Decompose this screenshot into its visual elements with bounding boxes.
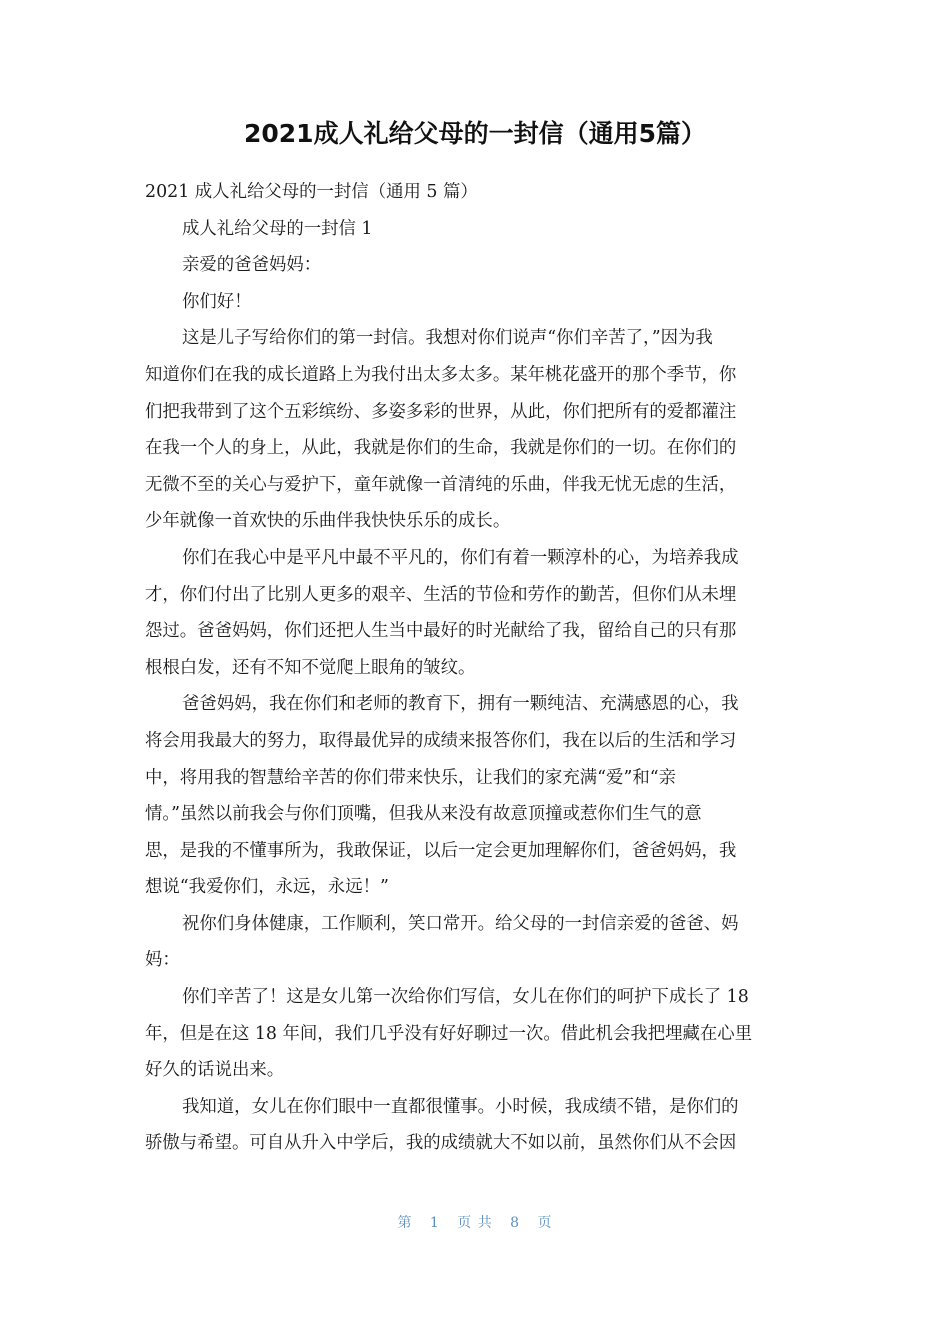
text-line: 祝你们身体健康，工作顺利，笑口常开。给父母的一封信亲爱的爸爸、妈 (182, 913, 739, 934)
text-line: 我知道，女儿在你们眼中一直都很懂事。小时候，我成绩不错，是你们的 (182, 1096, 739, 1117)
text-line: 好久的话说出来。 (145, 1060, 285, 1081)
text-line: 怨过。爸爸妈妈，你们还把人生当中最好的时光献给了我，留给自己的只有那 (145, 621, 737, 642)
text-line: 中，将用我的智慧给辛苦的你们带来快乐，让我们的家充满“爱”和“亲 (145, 767, 677, 788)
footer-of-label: 页 共 (457, 1215, 493, 1231)
text-line: 爸爸妈妈，我在你们和老师的教育下，拥有一颗纯洁、充满感恩的心，我 (182, 694, 739, 715)
footer-current-page: 1 (429, 1215, 440, 1231)
footer-page-label: 第 (397, 1215, 413, 1231)
text-line: 想说“我爱你们，永远，永远！” (145, 877, 389, 898)
text-line: 年，但是在这 18 年间，我们几乎没有好好聊过一次。借此机会我把埋藏在心里 (145, 1023, 753, 1044)
text-line: 你们辛苦了！这是女儿第一次给你们写信，女儿在你们的呵护下成长了 18 (182, 987, 749, 1008)
footer-total-pages: 8 (510, 1215, 521, 1231)
text-line: 才，你们付出了比别人更多的艰辛、生活的节俭和劳作的勤苦，但你们从未埋 (145, 584, 737, 605)
document-body (145, 174, 805, 1162)
text-line: 们把我带到了这个五彩缤纷、多姿多彩的世界，从此，你们把所有的爱都灌注 (145, 401, 737, 422)
text-line: 少年就像一首欢快的乐曲伴我快快乐乐的成长。 (145, 511, 511, 532)
text-line: 你们在我心中是平凡中最不平凡的，你们有着一颗淳朴的心，为培养我成 (182, 547, 739, 568)
document-title: 2021成人礼给父母的一封信（通用5篇） (244, 119, 706, 148)
text-line: 2021 成人礼给父母的一封信（通用 5 篇） (145, 182, 478, 202)
text-line: 亲爱的爸爸妈妈： (182, 255, 322, 276)
text-line: 在我一个人的身上，从此，我就是你们的生命，我就是你们的一切。在你们的 (145, 438, 737, 459)
text-line: 知道你们在我的成长道路上为我付出太多太多。某年桃花盛开的那个季节，你 (145, 364, 737, 385)
text-line: 情。”虽然以前我会与你们顶嘴，但我从来没有故意顶撞或惹你们生气的意 (145, 804, 702, 825)
text-line: 将会用我最大的努力，取得最优异的成绩来报答你们，我在以后的生活和学习 (145, 730, 737, 751)
text-line: 成人礼给父母的一封信 1 (182, 218, 373, 239)
footer-end-label: 页 (537, 1215, 553, 1231)
text-line: 思，是我的不懂事所为，我敢保证，以后一定会更加理解你们，爸爸妈妈，我 (145, 840, 737, 861)
text-line: 这是儿子写给你们的第一封信。我想对你们说声“你们辛苦了，”因为我 (182, 328, 713, 349)
page-footer (0, 1212, 950, 1232)
text-line: 根根白发，还有不知不觉爬上眼角的皱纹。 (145, 657, 476, 678)
text-line: 你们好！ (182, 291, 252, 312)
text-line: 骄傲与希望。可自从升入中学后，我的成绩就大不如以前，虽然你们从不会因 (145, 1133, 737, 1154)
text-line: 无微不至的关心与爱护下，童年就像一首清纯的乐曲，伴我无忧无虑的生活， (145, 474, 737, 495)
text-line: 妈： (145, 950, 180, 971)
